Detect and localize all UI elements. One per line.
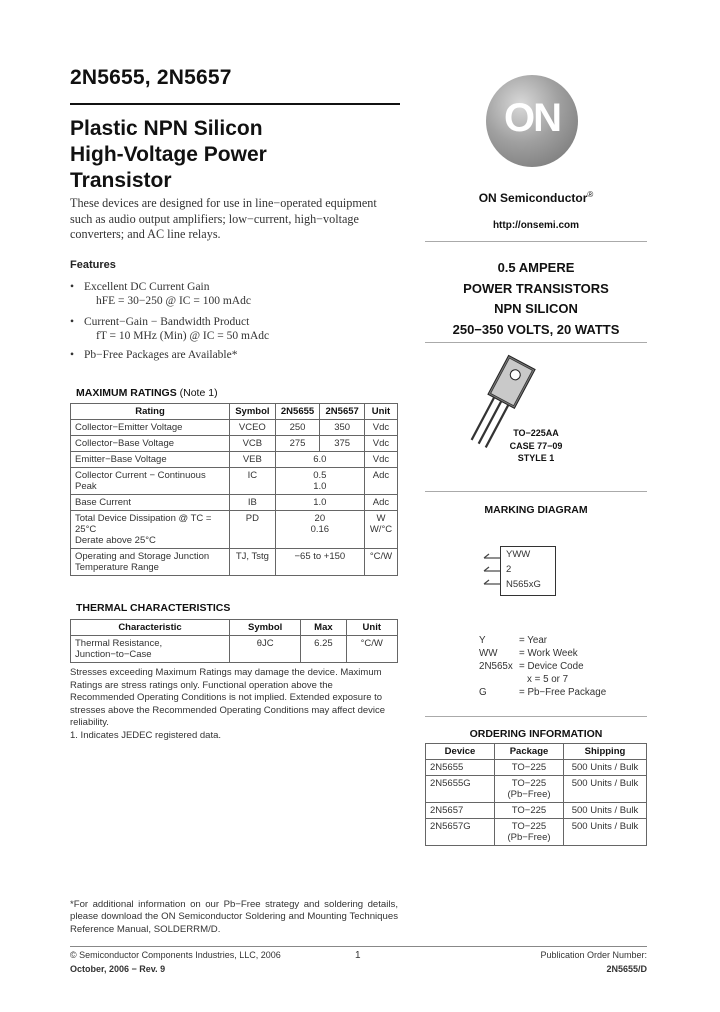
cell-rating: Base Current [71, 495, 230, 511]
divider [425, 491, 647, 492]
marking-heading: MARKING DIAGRAM [484, 504, 588, 516]
max-ratings-note: (Note 1) [179, 387, 218, 399]
cell-symbol: IC [230, 468, 276, 495]
cell-package: TO−225 (Pb−Free) [495, 776, 564, 803]
feature-label: Pb−Free Packages are Available* [84, 349, 238, 361]
date-revision: October, 2006 − Rev. 9 [70, 964, 166, 974]
table-row [71, 452, 398, 468]
col-2n5655: 2N5655 [275, 404, 320, 420]
cell-rating: Operating and Storage Junction Temperature Range [71, 549, 230, 576]
part-numbers: 2N5655, 2N5657 [70, 66, 232, 89]
col-2n5657: 2N5657 [320, 404, 365, 420]
table-row [71, 549, 398, 576]
title-line: High-Voltage Power [70, 143, 267, 166]
cell-symbol: TJ, Tstg [230, 549, 276, 576]
legend-row: 2N565x = Device Code [479, 661, 584, 672]
legend-row: WW = Work Week [479, 648, 578, 659]
cell-symbol: VCB [230, 436, 276, 452]
cell-symbol: IB [230, 495, 276, 511]
feature-label: Excellent DC Current Gain [84, 281, 210, 293]
cell-rating: Collector Current − Continuous Peak [71, 468, 230, 495]
summary-line: POWER TRANSISTORS [463, 280, 609, 296]
cell-rating: Total Device Dissipation @ TC = 25°C Derate above 25°C [71, 511, 230, 549]
cell-symbol: VEB [230, 452, 276, 468]
publication-label: Publication Order Number: [540, 950, 647, 960]
feature-item: • Excellent DC Current Gain hFE = 30−250 @ IC = 100 mAdc [70, 281, 251, 307]
col-symbol: Symbol [230, 620, 301, 636]
page-number: 1 [355, 950, 361, 961]
col-symbol: Symbol [230, 404, 276, 420]
publication-number: 2N5655/D [606, 964, 647, 974]
cell-value: −65 to +150 [275, 549, 364, 576]
marking-line: N565xG [506, 579, 541, 590]
cell-symbol: PD [230, 511, 276, 549]
cell-device: 2N5655 [426, 760, 495, 776]
cell-shipping: 500 Units / Bulk [564, 819, 647, 846]
on-logo [486, 75, 578, 167]
cell-shipping: 500 Units / Bulk [564, 803, 647, 819]
cell-package: TO−225 [495, 803, 564, 819]
table-row [71, 420, 398, 436]
cell-value: 6.0 [275, 452, 364, 468]
pin-leads-icon [480, 544, 500, 600]
cell-rating: Emitter−Base Voltage [71, 452, 230, 468]
col-device: Device [426, 744, 495, 760]
col-characteristic: Characteristic [71, 620, 230, 636]
feature-sub: fT = 10 MHz (Min) @ IC = 50 mAdc [96, 330, 270, 342]
legend-row: Y = Year [479, 635, 548, 646]
copyright: © Semiconductor Components Industries, LLC, 2006 [70, 950, 281, 960]
cell-shipping: 500 Units / Bulk [564, 776, 647, 803]
cell-unit: Vdc [364, 420, 397, 436]
marking-diagram [480, 544, 560, 600]
logo-text: ON [504, 96, 560, 140]
cell-symbol: VCEO [230, 420, 276, 436]
summary-line: 250−350 VOLTS, 20 WATTS [452, 321, 620, 337]
summary-line: 0.5 AMPERE [497, 260, 575, 275]
divider [425, 241, 647, 242]
features-heading: Features [70, 259, 116, 271]
summary-block [425, 258, 647, 340]
cell-unit: Adc [364, 468, 397, 495]
cell-unit: Vdc [364, 452, 397, 468]
summary-line: NPN SILICON [494, 301, 578, 316]
thermal-heading: THERMAL CHARACTERISTICS [76, 602, 231, 614]
cell-value: 6.25 [301, 636, 346, 663]
table-row [426, 803, 647, 819]
package-line: TO−225AA [513, 428, 559, 438]
marking-line: 2 [506, 564, 512, 575]
cell-value: 275 [275, 436, 320, 452]
cell-value: 0.5 1.0 [275, 468, 364, 495]
ordering-table [425, 743, 647, 846]
footer-divider [70, 946, 647, 947]
cell-device: 2N5657G [426, 819, 495, 846]
legend-row: G = Pb−Free Package [479, 687, 607, 698]
feature-item: • Current−Gain − Bandwidth Product fT = 10 MHz (Min) @ IC = 50 mAdc [70, 316, 270, 342]
marking-line: YWW [506, 549, 531, 560]
thermal-table [70, 619, 398, 663]
ratings-notes [70, 667, 398, 743]
cell-package: TO−225 (Pb−Free) [495, 819, 564, 846]
cell-value: 375 [320, 436, 365, 452]
cell-unit: Vdc [364, 436, 397, 452]
cell-value: 1.0 [275, 495, 364, 511]
brand-name: ON Semiconductor® [478, 190, 594, 205]
cell-characteristic: Thermal Resistance, Junction−to−Case [71, 636, 230, 663]
col-max: Max [301, 620, 346, 636]
feature-label: Current−Gain − Bandwidth Product [84, 316, 250, 328]
table-row [71, 468, 398, 495]
table-header-row [426, 744, 647, 760]
cell-device: 2N5657 [426, 803, 495, 819]
table-row [71, 436, 398, 452]
table-header-row [71, 404, 398, 420]
cell-value: 350 [320, 420, 365, 436]
table-row [71, 511, 398, 549]
cell-shipping: 500 Units / Bulk [564, 760, 647, 776]
marking-legend [479, 634, 606, 699]
title-line: Plastic NPN Silicon [70, 117, 263, 140]
table-header-row [71, 620, 398, 636]
table-row [426, 760, 647, 776]
cell-package: TO−225 [495, 760, 564, 776]
max-ratings-heading: MAXIMUM RATINGS (Note 1) [76, 387, 218, 399]
intro-paragraph: These devices are designed for use in line−operated equipment such as audio output amplifiers; low−current, high−voltage converters; and AC line relays. [70, 196, 377, 241]
cell-rating: Collector−Base Voltage [71, 436, 230, 452]
col-unit: Unit [364, 404, 397, 420]
col-rating: Rating [71, 404, 230, 420]
legend-row: x = 5 or 7 [527, 674, 569, 685]
col-shipping: Shipping [564, 744, 647, 760]
package-line: CASE 77−09 [509, 440, 563, 451]
marking-box [500, 546, 556, 596]
table-row [426, 819, 647, 846]
package-line: STYLE 1 [517, 453, 555, 463]
table-row [71, 495, 398, 511]
cell-rating: Collector−Emitter Voltage [71, 420, 230, 436]
title-line: Transistor [70, 169, 172, 192]
feature-sub: hFE = 30−250 @ IC = 100 mAdc [96, 295, 251, 307]
col-unit: Unit [346, 620, 397, 636]
registered-mark: ® [587, 190, 594, 199]
divider [425, 716, 647, 717]
cell-unit: °C/W [346, 636, 397, 663]
max-ratings-table [70, 403, 398, 576]
ordering-heading: ORDERING INFORMATION [469, 728, 603, 740]
jedec-note: 1. Indicates JEDEC registered data. [70, 729, 222, 741]
page-title [70, 116, 400, 194]
package-label [425, 427, 647, 465]
cell-unit: °C/W [364, 549, 397, 576]
cell-symbol: θJC [230, 636, 301, 663]
table-row [426, 776, 647, 803]
stress-note: Stresses exceeding Maximum Ratings may damage the device. Maximum Ratings are stress ratings only. Functional operation above the Recommended Operating Conditions is not implied. Extended exposure to stresses above the Recommended Operating Conditions may affect device reliability. [70, 667, 386, 729]
website-link[interactable]: http://onsemi.com [492, 220, 580, 231]
cell-value: 20 0.16 [275, 511, 364, 549]
cell-unit: W W/°C [364, 511, 397, 549]
col-package: Package [495, 744, 564, 760]
header-divider [70, 103, 400, 105]
divider [425, 342, 647, 343]
cell-unit: Adc [364, 495, 397, 511]
cell-value: 250 [275, 420, 320, 436]
table-row [71, 636, 398, 663]
pbfree-footnote: *For additional information on our Pb−Free strategy and soldering details, please download the ON Semiconductor Soldering and Mounting Techniques Reference Manual, SOLDERRM/D. [70, 899, 398, 935]
cell-device: 2N5655G [426, 776, 495, 803]
feature-item: • Pb−Free Packages are Available* [70, 349, 238, 361]
